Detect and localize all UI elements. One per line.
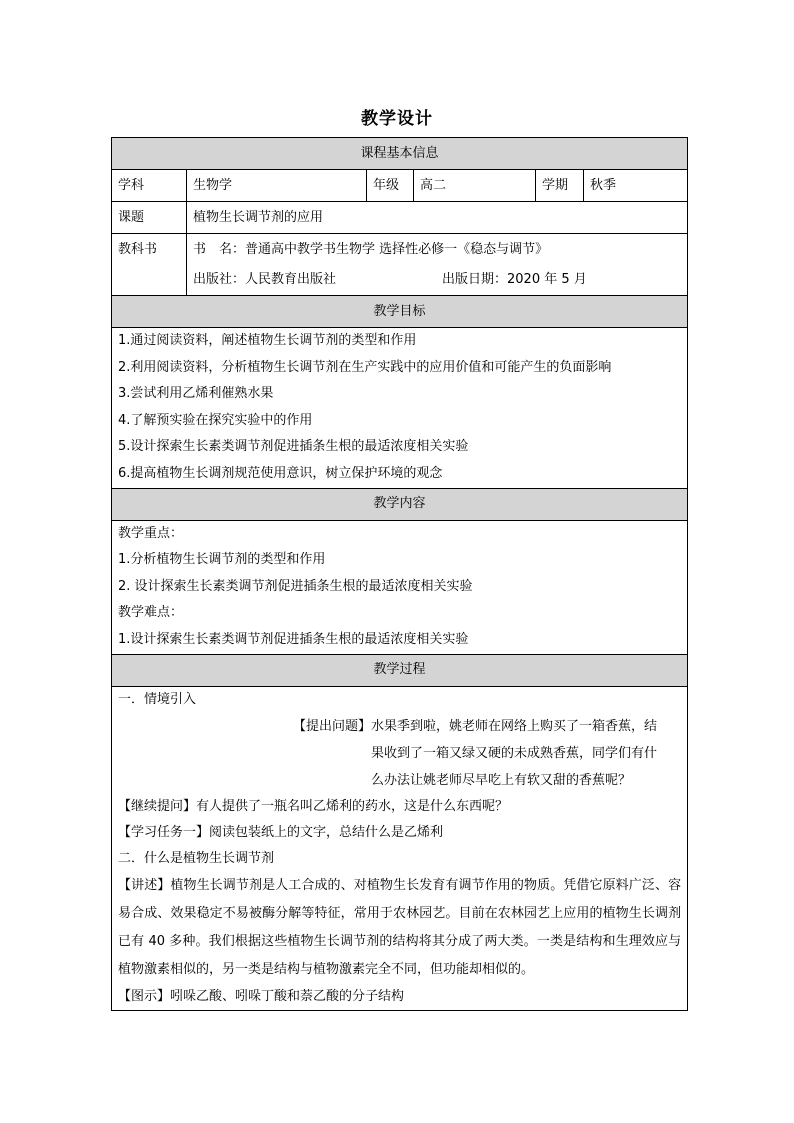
publisher-line <box>193 265 681 295</box>
follow-up-question: 【继续提问】有人提供了一瓶名叫乙烯利的药水，这是什么东西呢？ <box>118 798 509 814</box>
question-line: 【提出问题】水果季到啦，姚老师在网络上购买了一箱香蕉，结 <box>293 718 658 734</box>
content-item: 1.设计探索生长素类调节剂促进插条生根的最适浓度相关实验 <box>118 631 469 647</box>
publisher: 出版社：人民教育出版社 <box>193 271 337 287</box>
question-line: 果收到了一箱又绿又硬的未成熟香蕉，同学们有什 <box>371 745 658 761</box>
grade-value: 高二 <box>414 170 536 202</box>
term-label: 学期 <box>536 170 584 202</box>
subject-label: 学科 <box>112 170 187 202</box>
objective-item: 2.利用阅读资料，分析植物生长调节剂在生产实践中的应用价值和可能产生的负面影响 <box>118 359 612 375</box>
textbook-label: 教科书 <box>112 234 187 296</box>
topic-label: 课题 <box>112 202 187 234</box>
difficulty-label: 教学难点： <box>118 605 184 621</box>
objective-item: 5.设计探索生长素类调节剂促进插条生根的最适浓度相关实验 <box>118 439 469 455</box>
question-line: 么办法让姚老师尽早吃上有软又甜的香蕉呢？ <box>371 772 632 788</box>
term-value: 秋季 <box>584 170 688 202</box>
objectives-header: 教学目标 <box>112 296 688 328</box>
content-item: 1.分析植物生长调节剂的类型和作用 <box>118 552 326 568</box>
page-title: 教学设计 <box>361 109 433 129</box>
content-header: 教学内容 <box>112 488 688 520</box>
textbook-info <box>187 234 688 296</box>
topic-value: 植物生长调节剂的应用 <box>187 202 688 234</box>
lesson-plan-table <box>111 137 688 1011</box>
grade-label: 年级 <box>367 170 414 202</box>
section-heading: 二．什么是植物生长调节剂 <box>118 850 275 866</box>
content-item: 2. 设计探索生长素类调节剂促进插条生根的最适浓度相关实验 <box>118 578 473 594</box>
subject-value: 生物学 <box>187 170 367 202</box>
question-block <box>118 713 681 794</box>
objectives-list <box>112 328 688 489</box>
figure-caption: 【图示】吲哚乙酸、吲哚丁酸和萘乙酸的分子结构 <box>118 988 405 1004</box>
key-points-label: 教学重点： <box>118 525 184 541</box>
objective-item: 6.提高植物生长调剂规范使用意识，树立保护环境的观念 <box>118 465 443 481</box>
process-body <box>112 686 688 1010</box>
publication-date: 出版日期：2020 年 5 月 <box>442 271 587 287</box>
learning-task: 【学习任务一】阅读包装纸上的文字，总结什么是乙烯利 <box>118 824 444 840</box>
content-list <box>112 520 688 654</box>
objective-item: 1.通过阅读资料，阐述植物生长调节剂的类型和作用 <box>118 333 417 348</box>
process-header: 教学过程 <box>112 654 688 686</box>
objective-item: 3.尝试利用乙烯利催熟水果 <box>118 386 274 402</box>
book-name: 书 名：普通高中教学书生物学 选择性必修一《稳态与调节》 <box>193 241 549 257</box>
objective-item: 4.了解预实验在探究实验中的作用 <box>118 412 313 428</box>
basic-info-header: 课程基本信息 <box>112 138 688 170</box>
section-heading: 一．情境引入 <box>118 691 197 707</box>
lecture-paragraph: 【讲述】植物生长调节剂是人工合成的、对植物生长发育有调节作用的物质。凭借它原料广泛、容易合成、效果稳定不易被酶分解等特征，常用于农林园艺。目前在农林园艺上应用的植物生长调剂已有 40 多种。我们根据这些植物生长调节剂的结构将其分成了两大类。一类是结构和生理效应与植物激素相似的，另一类是结构与植物激素完全不同，但功能却相似的。 <box>118 877 682 977</box>
